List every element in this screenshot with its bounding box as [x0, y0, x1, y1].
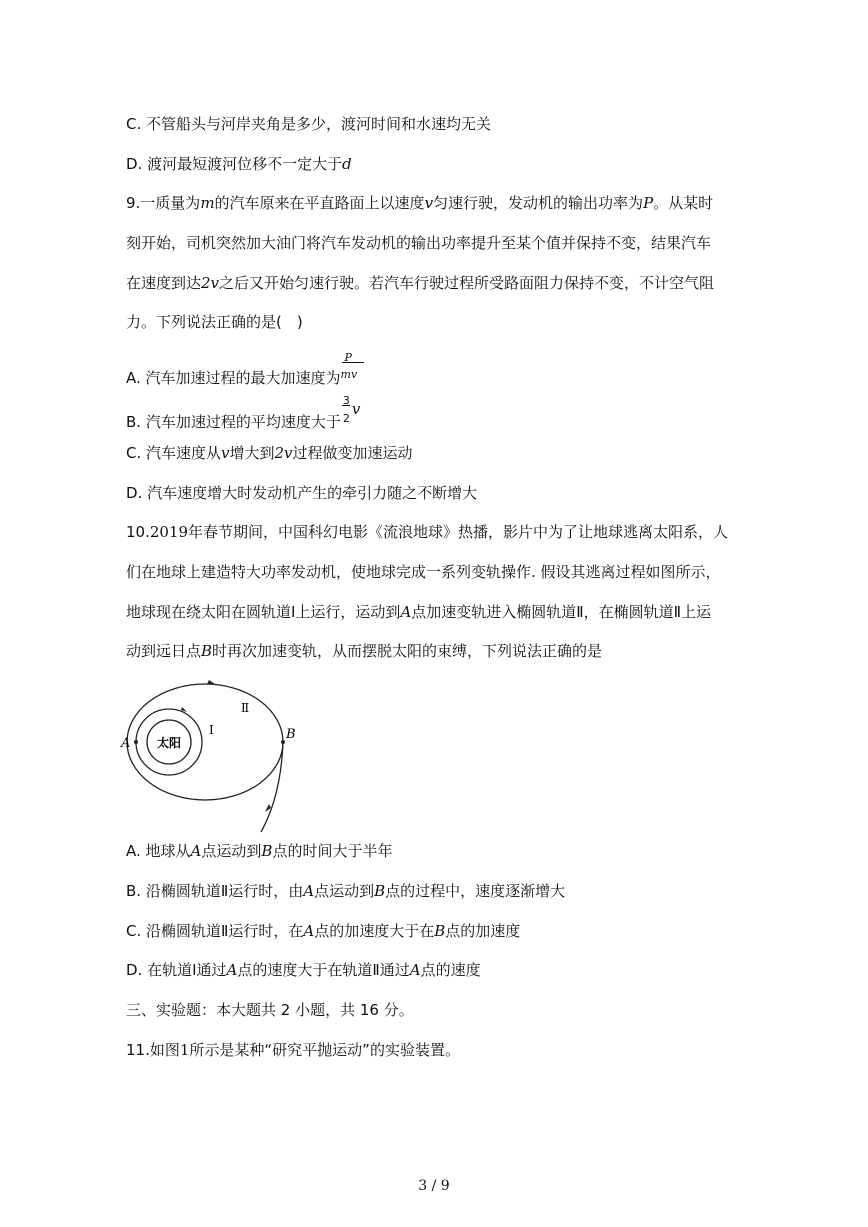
option-9a: A. 汽车加速过程的最大加速度为 $\frac{P}{mv}$	[126, 363, 369, 388]
question-10-line-3: 地球现在绕太阳在圆轨道Ⅰ上运行，运动到A点加速变轨进入椭圆轨道Ⅱ，在椭圆轨道Ⅱ上运	[126, 603, 712, 621]
option-9d: D. 汽车速度增大时发动机产生的牵引力随之不断增大	[126, 484, 478, 502]
option-10d: D. 在轨道Ⅰ通过A点的速度大于在轨道Ⅱ通过A点的速度	[126, 961, 481, 979]
question-9-line-2: 刻开始，司机突然加大油门将汽车发动机的输出功率提升至某个值并保持不变，结果汽车	[126, 234, 712, 252]
label-b: B	[286, 727, 296, 742]
option-8c: C. 不管船头与河岸夹角是多少，渡河时间和水速均无关	[126, 115, 492, 133]
question-10-line-1: 10.2019年春节期间，中国科幻电影《流浪地球》热播，影片中为了让地球逃离太阳系，人	[126, 523, 729, 541]
option-9c: C. 汽车速度从v增大到2v过程做变加速运动	[126, 444, 413, 462]
orbit-diagram	[115, 676, 315, 836]
question-9-line-1: 9.一质量为m的汽车原来在平直路面上以速度v匀速行驶，发动机的输出功率为P。从某时	[126, 194, 714, 212]
sun-label: 太阳	[156, 736, 182, 750]
orbit-ii-arrow-icon	[207, 680, 215, 684]
option-10c: C. 沿椭圆轨道Ⅱ运行时，在A点的加速度大于在B点的加速度	[126, 922, 521, 940]
question-10-line-4: 动到远日点B时再次加速变轨，从而摆脱太阳的束缚，下列说法正确的是	[126, 642, 603, 660]
option-8d: D. 渡河最短渡河位移不一定大于d	[126, 155, 352, 173]
section-3-heading: 三、实验题：本大题共 2 小题，共 16 分。	[126, 1001, 414, 1019]
label-orbit-i: Ⅰ	[209, 723, 214, 737]
question-11: 11.如图1所示是某种“研究平抛运动”的实验装置。	[126, 1041, 460, 1059]
fraction-p-over-mv: $\frac{P}{mv}$	[341, 363, 369, 383]
point-b	[281, 740, 285, 744]
option-10b: B. 沿椭圆轨道Ⅱ运行时，由A点运动到B点的过程中，速度逐渐增大	[126, 882, 566, 900]
label-a: A	[121, 736, 131, 751]
label-orbit-ii: Ⅱ	[241, 701, 250, 715]
question-9-line-4: 力。下列说法正确的是( )	[126, 313, 303, 331]
point-a	[134, 740, 138, 744]
option-10a: A. 地球从A点运动到B点的时间大于半年	[126, 842, 393, 860]
escape-trajectory	[261, 742, 283, 832]
question-10-line-2: 们在地球上建造特大功率发动机，使地球完成一系列变轨操作. 假设其逃离过程如图所示，	[126, 563, 721, 581]
page-number: 3 / 9	[418, 1178, 450, 1194]
fraction-three-halves-v: 3 2 v	[342, 394, 361, 425]
elliptical-orbit-ii	[127, 684, 283, 800]
option-9b: B. 汽车加速过程的平均速度大于 3 2 v	[126, 394, 361, 431]
question-9-line-3: 在速度到达2v之后又开始匀速行驶。若汽车行驶过程所受路面阻力保持不变，不计空气阻	[126, 274, 715, 292]
